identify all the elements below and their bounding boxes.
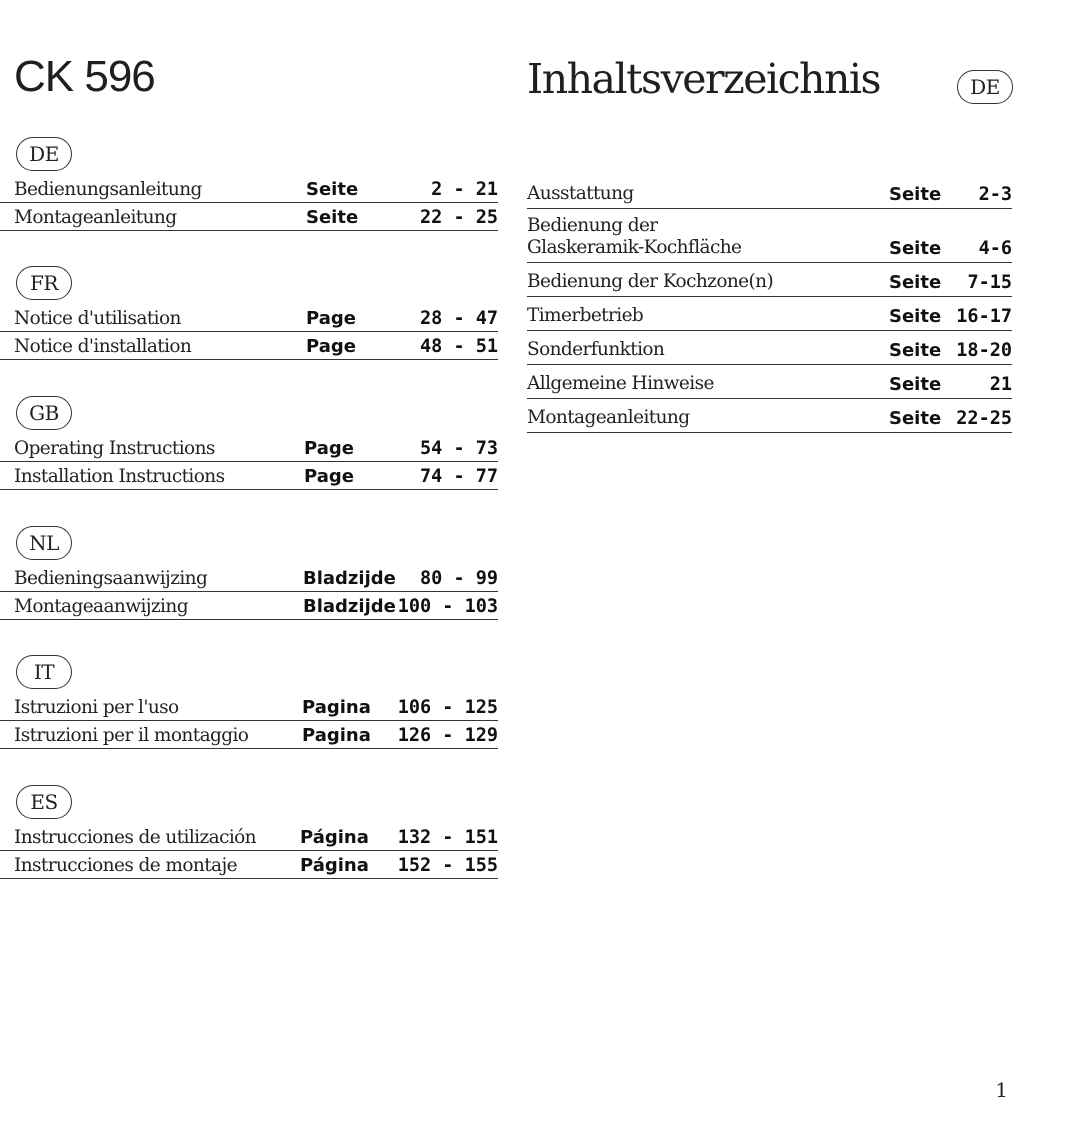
toc-row-label: Seite [889,374,942,395]
section-row-title: Istruzioni per l'uso [14,697,179,718]
toc-row-title: Bedienung der Kochzone(n) [527,271,774,292]
section-row [0,175,498,203]
section-row [0,592,498,620]
section-row-label: Bladzijde [303,596,396,617]
section-row-pages: 2 - 21 [431,179,498,200]
language-badge: NL [16,526,72,560]
toc-row-pages: 4-6 [978,238,1012,259]
language-badge: GB [16,396,72,430]
section-row [0,332,498,360]
toc-row-pages: 7-15 [967,272,1012,293]
language-section-fr [0,266,498,360]
toc-row-title: Ausstattung [527,183,634,204]
section-row-pages: 28 - 47 [420,308,498,329]
model-title: CK 596 [14,52,155,101]
section-row [0,304,498,332]
section-row-label: Page [306,308,356,329]
section-row-title: Instrucciones de utilización [14,827,257,848]
toc-row [527,209,1012,263]
section-row-title: Istruzioni per il montaggio [14,725,249,746]
section-row [0,851,498,879]
toc-row-pages: 21 [989,374,1012,395]
section-row [0,721,498,749]
section-row-label: Page [304,466,354,487]
section-row-pages: 126 - 129 [397,725,498,746]
section-row-label: Seite [306,179,359,200]
section-row-title: Montageanleitung [14,207,177,228]
toc-row-label: Seite [889,306,942,327]
section-row [0,462,498,490]
section-row-pages: 132 - 151 [397,827,498,848]
language-badge: DE [16,137,72,171]
section-row [0,564,498,592]
toc-row [527,175,1012,209]
toc-row-label: Seite [889,272,942,293]
toc-row-label: Seite [889,238,942,259]
toc-row [527,263,1012,297]
language-section-gb [0,396,498,490]
toc-row-title: Montageanleitung [527,407,690,428]
language-section-de [0,137,498,231]
toc-row-pages: 18-20 [956,340,1012,361]
language-section-it [0,655,498,749]
section-row-pages: 80 - 99 [420,568,498,589]
section-row-pages: 54 - 73 [420,438,498,459]
section-row-title: Notice d'utilisation [14,308,181,329]
section-row-title: Instrucciones de montaje [14,855,237,876]
section-row-pages: 48 - 51 [420,336,498,357]
language-badge: IT [16,655,72,689]
language-section-nl [0,526,498,620]
page-number: 1 [995,1078,1008,1102]
section-row [0,693,498,721]
toc-row-title: Allgemeine Hinweise [527,373,714,394]
section-row-title: Bedieningsaanwijzing [14,568,208,589]
toc-row-pages: 22-25 [956,408,1012,429]
section-row-pages: 74 - 77 [420,466,498,487]
section-row-label: Página [300,855,369,876]
toc-row-label: Seite [889,340,942,361]
section-row-pages: 106 - 125 [397,697,498,718]
section-row-label: Bladzijde [303,568,396,589]
toc-row-title: Bedienung der Glaskeramik-Kochfläche [527,215,742,258]
section-row-label: Pagina [302,725,371,746]
section-row-label: Pagina [302,697,371,718]
toc-row [527,365,1012,399]
section-row [0,203,498,231]
toc-row-label: Seite [889,184,942,205]
language-badge: FR [16,266,72,300]
toc-row-label: Seite [889,408,942,429]
section-row-title: Bedienungsanleitung [14,179,202,200]
toc-row [527,331,1012,365]
section-row-pages: 152 - 155 [397,855,498,876]
language-section-es [0,785,498,879]
section-row-pages: 100 - 103 [397,596,498,617]
toc-row-title: Timerbetrieb [527,305,644,326]
toc-table [527,175,1012,433]
section-row [0,823,498,851]
toc-row [527,399,1012,433]
section-row-title: Notice d'installation [14,336,192,357]
toc-row-title: Sonderfunktion [527,339,665,360]
toc-title: Inhaltsverzeichnis [527,55,881,103]
toc-row-pages: 2-3 [978,184,1012,205]
section-row [0,434,498,462]
section-row-label: Página [300,827,369,848]
toc-language-badge: DE [957,70,1013,104]
section-row-label: Seite [306,207,359,228]
language-badge: ES [16,785,72,819]
section-row-title: Operating Instructions [14,438,215,459]
section-row-label: Page [306,336,356,357]
toc-row-pages: 16-17 [956,306,1012,327]
section-row-label: Page [304,438,354,459]
toc-row [527,297,1012,331]
section-row-title: Montageaanwijzing [14,596,188,617]
section-row-title: Installation Instructions [14,466,225,487]
section-row-pages: 22 - 25 [420,207,498,228]
